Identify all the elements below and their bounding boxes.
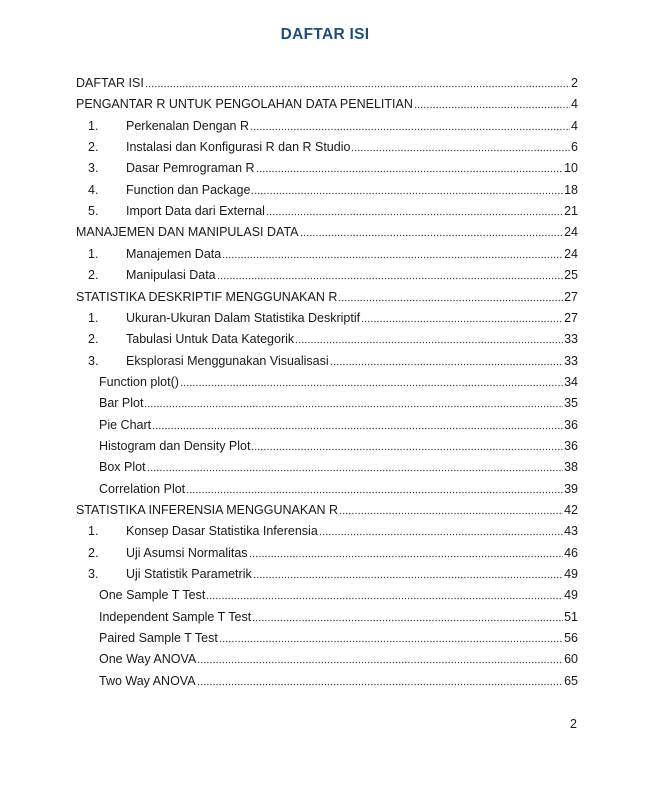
toc-entry-page: 60 xyxy=(564,652,578,667)
toc-entry-label: Box Plot xyxy=(99,460,146,475)
toc-entry-label: Tabulasi Untuk Data Kategorik xyxy=(126,332,295,347)
dot-leader xyxy=(180,375,563,387)
toc-entry-label: Function dan Package xyxy=(126,182,251,197)
toc-entry-label: Paired Sample T Test xyxy=(99,631,218,646)
toc-entry-number: 1. xyxy=(88,310,99,325)
toc-entry[interactable] xyxy=(99,626,578,646)
toc-entry-label: Bar Plot xyxy=(99,396,144,411)
toc-entry-page: 38 xyxy=(564,460,578,475)
dot-leader xyxy=(361,311,563,323)
toc-entry-page: 39 xyxy=(564,481,578,496)
dot-leader xyxy=(219,631,563,643)
dot-leader xyxy=(330,354,563,366)
toc-entry-number: 3. xyxy=(88,161,99,176)
dot-leader xyxy=(351,140,570,152)
dot-leader xyxy=(300,225,564,237)
toc-entry-number: 5. xyxy=(88,204,99,219)
toc-entry-page: 10 xyxy=(564,161,578,176)
toc-entry[interactable] xyxy=(99,583,578,603)
toc-entry-number: 1. xyxy=(88,524,99,539)
toc-entry-page: 6 xyxy=(571,140,578,155)
toc-entry[interactable] xyxy=(76,92,578,112)
dot-leader xyxy=(197,652,563,664)
toc-entry[interactable] xyxy=(88,327,578,347)
toc-entry-label: Import Data dari External xyxy=(126,204,265,219)
toc-entry[interactable] xyxy=(88,178,578,198)
toc-entry-page: 2 xyxy=(571,76,578,90)
dot-leader xyxy=(295,332,563,344)
toc-entry-page: 24 xyxy=(564,246,578,261)
toc-entry-label: STATISTIKA DESKRIPTIF MENGGUNAKAN R xyxy=(76,289,338,304)
dot-leader xyxy=(144,396,563,408)
toc-entry-number: 3. xyxy=(88,567,99,582)
dot-leader xyxy=(338,290,563,302)
dot-leader xyxy=(145,76,570,88)
dot-leader xyxy=(414,97,570,109)
toc-entry[interactable] xyxy=(99,391,578,411)
toc-entry-page: 42 xyxy=(564,503,578,517)
toc-entry-number: 2. xyxy=(88,268,99,283)
toc-entry[interactable] xyxy=(99,413,578,433)
toc-entry-label: MANAJEMEN DAN MANIPULASI DATA xyxy=(76,225,299,240)
toc-entry-page: 36 xyxy=(564,438,578,453)
toc-entry[interactable] xyxy=(88,519,578,539)
toc-entry-page: 65 xyxy=(564,673,578,688)
toc-entry[interactable] xyxy=(76,285,578,305)
toc-entry[interactable] xyxy=(99,647,578,667)
toc-entry-page: 27 xyxy=(564,289,578,304)
dot-leader xyxy=(252,610,563,622)
dot-leader xyxy=(319,524,563,536)
page-title: DAFTAR ISI xyxy=(280,26,370,43)
toc-entry-page: 24 xyxy=(564,225,578,240)
dot-leader xyxy=(251,439,563,451)
toc-entry[interactable] xyxy=(88,156,578,176)
toc-entry-label: Uji Asumsi Normalitas xyxy=(126,545,248,560)
dot-leader xyxy=(206,588,563,600)
toc-entry-label: DAFTAR ISI xyxy=(76,76,144,90)
toc-entry-label: Manipulasi Data xyxy=(126,268,216,283)
page-number: 2 xyxy=(570,717,577,731)
dot-leader xyxy=(249,546,564,558)
toc-entry-label: Correlation Plot xyxy=(99,481,186,496)
toc-entry-label: One Way ANOVA xyxy=(99,652,197,667)
toc-entry-page: 34 xyxy=(564,374,578,389)
dot-leader xyxy=(266,204,563,216)
toc-entry[interactable] xyxy=(76,498,578,518)
toc-entry[interactable] xyxy=(76,220,578,240)
dot-leader xyxy=(251,183,563,195)
toc-entry-number: 4. xyxy=(88,182,99,197)
toc-entry[interactable] xyxy=(76,71,578,91)
dot-leader xyxy=(256,161,564,173)
toc-entry-number: 2. xyxy=(88,545,99,560)
toc-entry-page: 33 xyxy=(564,353,578,368)
toc-entry-number: 2. xyxy=(88,332,99,347)
toc-entry-number: 1. xyxy=(88,246,99,261)
toc-entry-number: 1. xyxy=(88,118,99,133)
toc-entry-label: Pie Chart xyxy=(99,417,152,432)
dot-leader xyxy=(339,503,563,515)
toc-entry-page: 35 xyxy=(564,396,578,411)
dot-leader xyxy=(147,460,564,472)
toc-entry-page: 27 xyxy=(564,310,578,325)
dot-leader xyxy=(186,482,563,494)
toc-entry[interactable] xyxy=(88,199,578,219)
toc-entry[interactable] xyxy=(88,541,578,561)
dot-leader xyxy=(253,567,563,579)
toc-entry-number: 3. xyxy=(88,353,99,368)
toc-entry-label: Dasar Pemrograman R xyxy=(126,161,255,176)
toc-entry-page: 4 xyxy=(571,118,578,133)
toc-entry-page: 49 xyxy=(564,588,578,603)
toc-entry[interactable] xyxy=(88,135,578,155)
toc-entry-page: 4 xyxy=(571,97,578,112)
toc-entry-page: 18 xyxy=(564,182,578,197)
dot-leader xyxy=(222,247,563,259)
toc-entry[interactable] xyxy=(99,434,578,454)
toc-entry[interactable] xyxy=(88,349,578,369)
toc-entry-page: 21 xyxy=(564,204,578,219)
toc-entry-label: Manajemen Data xyxy=(126,246,222,261)
toc-entry-label: Konsep Dasar Statistika Inferensia xyxy=(126,524,318,539)
toc-entry[interactable] xyxy=(99,477,578,497)
toc-entry-label: PENGANTAR R UNTUK PENGOLAHAN DATA PENELITIAN xyxy=(76,97,413,112)
toc-entry-page: 36 xyxy=(564,417,578,432)
toc-entry[interactable] xyxy=(99,455,578,475)
toc-entry-page: 33 xyxy=(564,332,578,347)
toc-entry[interactable] xyxy=(88,242,578,262)
toc-entry[interactable] xyxy=(99,370,578,390)
toc-entry[interactable] xyxy=(88,263,578,283)
toc-entry-label: Uji Statistik Parametrik xyxy=(126,567,252,582)
toc-entry-page: 46 xyxy=(564,545,578,560)
toc-entry-label: Two Way ANOVA xyxy=(99,673,196,688)
toc-entry-label: Histogram dan Density Plot xyxy=(99,438,251,453)
toc-entry-page: 51 xyxy=(564,609,578,624)
toc-entry-label: Function plot() xyxy=(99,374,179,389)
dot-leader xyxy=(250,119,570,131)
toc-entry-label: Ukuran-Ukuran Dalam Statistika Deskriptif xyxy=(126,310,361,325)
toc-entry-page: 56 xyxy=(564,631,578,646)
dot-leader xyxy=(197,674,564,686)
dot-leader xyxy=(152,418,563,430)
toc-entry-label: One Sample T Test xyxy=(99,588,206,603)
toc-entry-page: 49 xyxy=(564,567,578,582)
toc-entry[interactable] xyxy=(88,562,578,582)
toc-entry-label: STATISTIKA INFERENSIA MENGGUNAKAN R xyxy=(76,503,339,517)
toc-entry-number: 2. xyxy=(88,140,99,155)
toc-entry-page: 25 xyxy=(564,268,578,283)
toc-entry-label: Independent Sample T Test xyxy=(99,609,252,624)
toc-entry[interactable] xyxy=(88,306,578,326)
toc-entry[interactable] xyxy=(99,669,578,689)
toc-entry-page: 43 xyxy=(564,524,578,539)
toc-entry-label: Perkenalan Dengan R xyxy=(126,118,249,133)
toc-entry-label: Eksplorasi Menggunakan Visualisasi xyxy=(126,353,329,368)
toc-entry[interactable] xyxy=(88,114,578,134)
toc-entry-label: Instalasi dan Konfigurasi R dan R Studio xyxy=(126,140,351,155)
dot-leader xyxy=(217,268,563,280)
toc-entry[interactable] xyxy=(99,605,578,625)
